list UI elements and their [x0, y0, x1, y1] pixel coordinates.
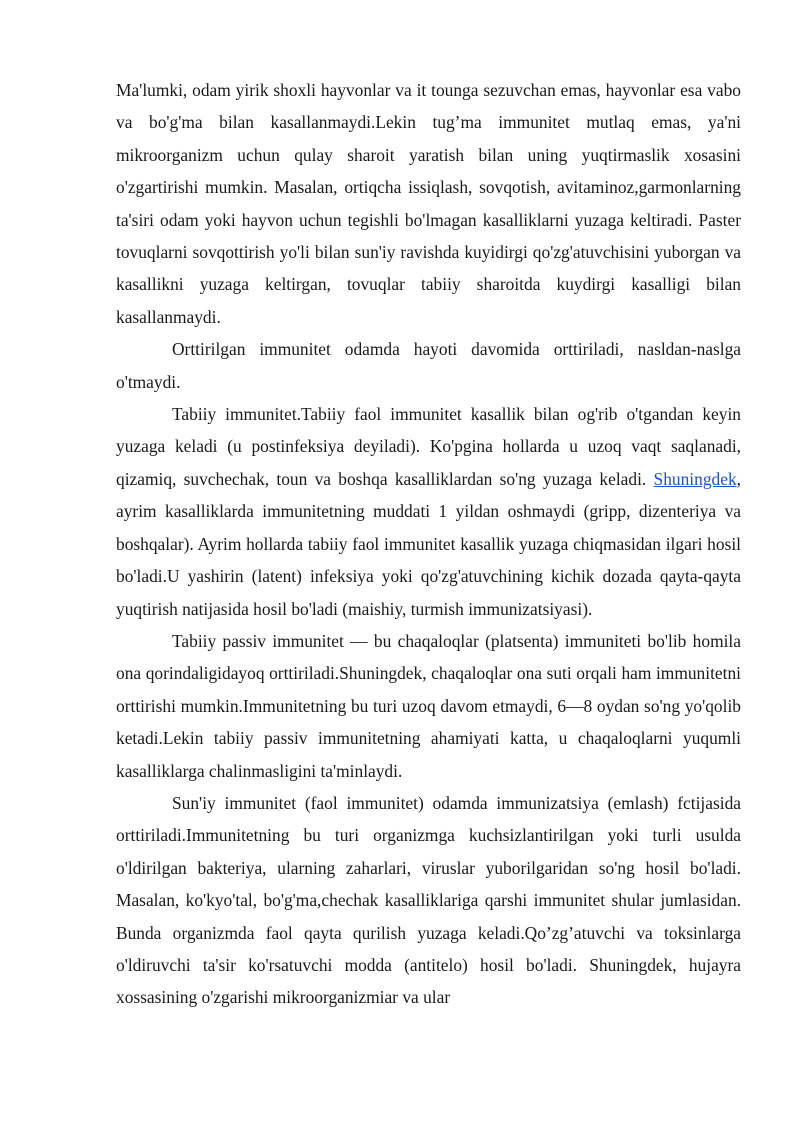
document-page [116, 74, 741, 1014]
paragraph-innate-immunity: Ma'lumki, odam yirik shoxli hayvonlar va it tounga sezuvchan emas, hayvonlar esa vabo va bo'g'ma bilan kasallanmaydi.Lekin tug’ma immunitet mutlaq emas, ya'ni mikroorganizm uchun qulay sharoit yaratish bilan uning yuqtirmaslik xosasini o'zgartirishi mumkin. Masalan, ortiqcha issiqlash, sovqotish, avitaminoz,garmonlarning ta'siri odam yoki hayvon uchun tegishli bo'lmagan kasalliklarni yuzaga keltiradi. Paster tovuqlarni sovqottirish yo'li bilan sun'iy ravishda kuyidirgi qo'zg'atuvchisini yuborgan va kasallikni yuzaga keltirgan, tovuqlar tabiiy sharoitda kuydirgi kasalligi bilan kasallanmaydi. [116, 80, 741, 327]
paragraph-acquired-immunity: Orttirilgan immunitet odamda hayoti davomida orttiriladi, nasldan-naslga o'tmaydi. [116, 339, 741, 392]
paragraph-natural-passive-immunity: Tabiiy passiv immunitet — bu chaqaloqlar (platsenta) immuniteti bo'lib homila ona qorindaligidayoq orttiriladi.Shuningdek, chaqaloqlar ona suti orqali ham immunitetni orttirishi mumkin.Immunitetning bu turi uzoq davom etmaydi, 6—8 oydan so'ng yo'qolib ketadi.Lekin tabiiy passiv immunitetning ahamiyati katta, u chaqaloqlarni yuqumli kasalliklarga chalinmasligini ta'minlaydi. [116, 630, 741, 781]
paragraph-artificial-immunity: Sun'iy immunitet (faol immunitet) odamda immunizatsiya (emlash) fctijasida orttiriladi.Immunitetning bu turi organizmga kuchsizlantirilgan yoki turli usulda o'ldirilgan bakteriya, ularning zaharlari, viruslar yuborilgaridan so'ng hosil bo'ladi. Masalan, ko'kyo'tal, bo'g'ma,chechak kasalliklariga qarshi immunitet shular jumlasidan. Bunda organizmda faol qayta qurilish yuzaga keladi.Qo’zg’atuvchi va toksinlarga o'ldiruvchi ta'sir ko'rsatuvchi modda (antitelo) hosil bo'ladi. Shuningdek, hujayra xossasining o'zgarishi mikroorganizmiar va ular [116, 792, 741, 1008]
paragraph-natural-active-immunity [116, 398, 741, 625]
shuningdek-link[interactable]: Shuningdek [653, 468, 737, 489]
paragraph-text-after-link: , ayrim kasalliklarda immunitetning muddati 1 yildan oshmaydi (gripp, dizenteriya va boshqalar). Ayrim hollarda tabiiy faol immunitet kasallik yuzaga chiqmasidan ilgari hosil bo'ladi.U yashirin (latent) infeksiya yoki qo'zg'atuvchining kichik dozada qayta-qayta yuqtirish natijasida hosil bo'ladi (maishiy, turmish immunizatsiyasi). [116, 468, 741, 619]
paragraph-text-before-link: Tabiiy immunitet.Tabiiy faol immunitet kasallik bilan og'rib o'tgandan keyin yuzaga keladi (u postinfeksiya deyiladi). Ko'pgina hollarda u uzoq vaqt saqlanadi, qizamiq, suvchechak, toun va boshqa kasalliklardan so'ng yuzaga keladi. [116, 404, 741, 489]
